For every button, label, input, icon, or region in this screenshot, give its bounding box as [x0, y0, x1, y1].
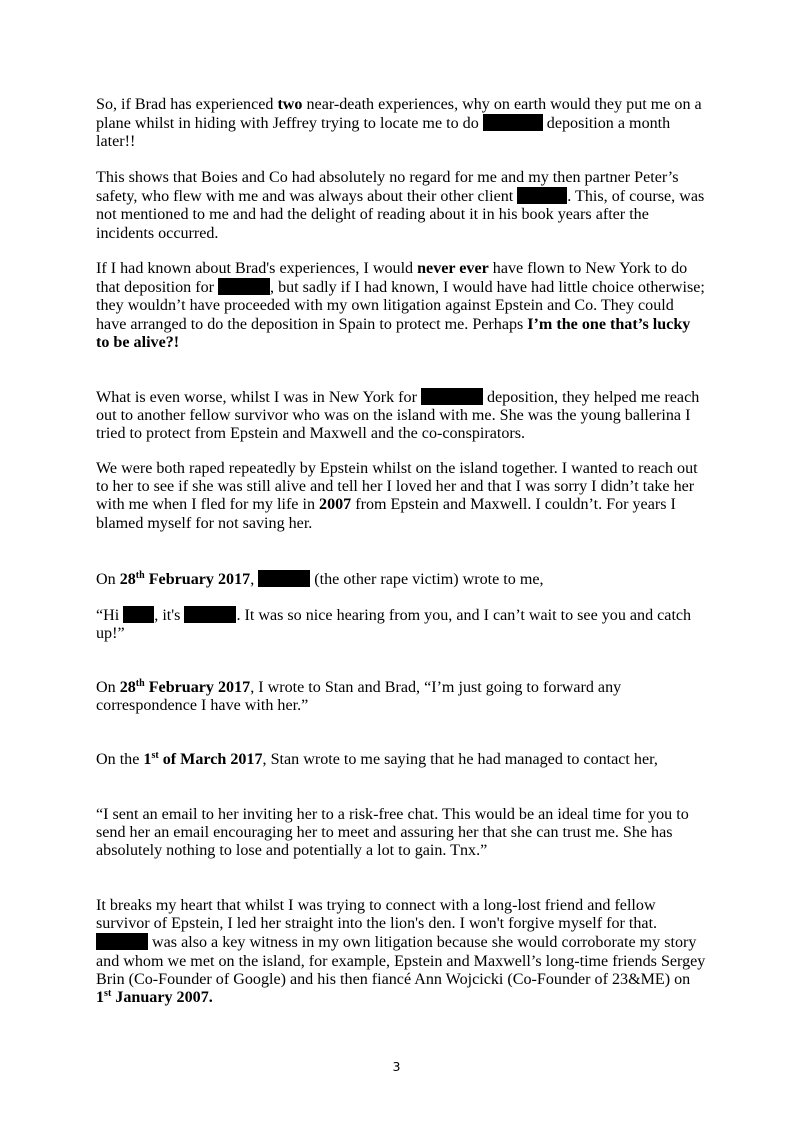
paragraph-7: [96, 606, 706, 643]
redaction-box: [421, 388, 483, 405]
paragraph-5: [96, 460, 706, 533]
text-run: ,: [250, 571, 259, 588]
text-run: , but sadly if I had known, I would have had little choice otherwise; they wouldn’t have proceeded with my own litigation against Epstein and Co. They could have arranged to do the deposition in Spain to protect me. Perhaps: [96, 279, 705, 333]
text-run: We were both raped repeatedly by Epstein whilst on the island together. I wanted to reach out to her to see if she was still alive and tell her I loved her and that I was sorry I didn’t take her with me when I fled for my life in: [96, 460, 698, 514]
text-run: have flown to New York to do that deposition for: [96, 260, 688, 297]
bold-text: 1: [96, 989, 105, 1007]
text-run: , I wrote to Stan and Brad, “I’m just going to forward any correspondence I have with her.”: [96, 679, 622, 715]
text-run: This shows that Boies and Co had absolutely no regard for me and my then partner Peter’s safety, who flew with me and was always about their other client: [96, 169, 679, 206]
text-run: , Stan wrote to me saying that he had managed to contact her,: [262, 751, 658, 768]
redaction-box: [184, 606, 236, 623]
text-run: from Epstein and Maxwell. I couldn’t. For years I blamed myself for not saving her.: [96, 496, 676, 532]
redaction-box: [96, 933, 148, 950]
paragraph-4: [96, 388, 706, 444]
redaction-box: [483, 114, 543, 131]
text-run: , it's: [154, 607, 185, 624]
text-run: “Hi: [96, 607, 124, 624]
redaction-box: [258, 570, 310, 587]
bold-text: 2007: [319, 496, 352, 514]
text-run: (the other rape victim) wrote to me,: [310, 571, 544, 588]
paragraph-8: [96, 679, 706, 715]
text-run: On the: [96, 751, 144, 768]
page-number: 3: [392, 1059, 401, 1074]
bold-text: of March 2017: [158, 751, 263, 768]
text-run: So, if Brad has experienced: [96, 96, 278, 113]
paragraph-11: [96, 897, 706, 1007]
text-run: deposition a month later!!: [96, 115, 671, 151]
bold-text: 1: [143, 751, 152, 768]
bold-text: February 2017: [144, 679, 251, 696]
text-run: . This, of course, was not mentioned to me and had the delight of reading about it in his book years after the incidents occurred.: [96, 188, 705, 242]
paragraph-3: [96, 260, 706, 352]
paragraph-9: [96, 751, 706, 769]
paragraph-2: [96, 169, 706, 243]
text-run: deposition, they helped me reach out to another fellow survivor who was on the island with me. She was the young ballerina I tried to protect from Epstein and Maxwell and the co-conspirators.: [96, 389, 700, 443]
text-run: On: [96, 679, 120, 696]
bold-text: 28: [119, 679, 136, 696]
bold-text: two: [277, 96, 303, 113]
bold-text: February 2017: [144, 571, 251, 588]
text-run: “I sent an email to her inviting her to a risk-free chat. This would be an ideal time for you to send her an email encouraging her to meet and assuring her that she can trust me. She has absolutely nothing to lose and potentially a lot to gain. Tnx.”: [96, 806, 689, 860]
superscript: th: [135, 570, 145, 581]
bold-text: I’m the one that’s lucky to be alive?!: [96, 315, 691, 351]
bold-text: January 2007.: [111, 989, 213, 1007]
superscript: st: [151, 750, 159, 761]
bold-text: never ever: [417, 260, 489, 277]
text-run: . It was so nice hearing from you, and I can’t wait to see you and catch up!”: [96, 607, 692, 643]
paragraph-6: [96, 570, 706, 589]
redaction-box: [517, 187, 567, 204]
redaction-box: [123, 606, 154, 623]
redaction-box: [218, 278, 270, 295]
paragraph-1: [96, 96, 706, 152]
text-run: was also a key witness in my own litigation because she would corroborate my story and whom we met on the island, for example, Epstein and Maxwell’s long-time friends Sergey Brin (Co-Founder of Google) and his then fiancé Ann Wojcicki (Co-Founder of 23&ME) on: [96, 934, 706, 988]
text-run: If I had known about Brad's experiences, I would: [96, 260, 418, 277]
text-run: It breaks my heart that whilst I was trying to connect with a long-lost friend and fellow survivor of Epstein, I led her straight into the lion's den. I won't forgive myself for that.: [96, 897, 658, 933]
text-run: near-death experiences, why on earth would they put me on a plane whilst in hiding with Jeffrey trying to locate me to do: [96, 96, 702, 133]
bold-text: 28: [119, 571, 136, 588]
superscript: st: [104, 988, 112, 1000]
paragraph-10: [96, 806, 706, 861]
superscript: th: [135, 678, 145, 689]
text-run: On: [96, 571, 120, 588]
text-run: What is even worse, whilst I was in New York for: [96, 389, 421, 406]
